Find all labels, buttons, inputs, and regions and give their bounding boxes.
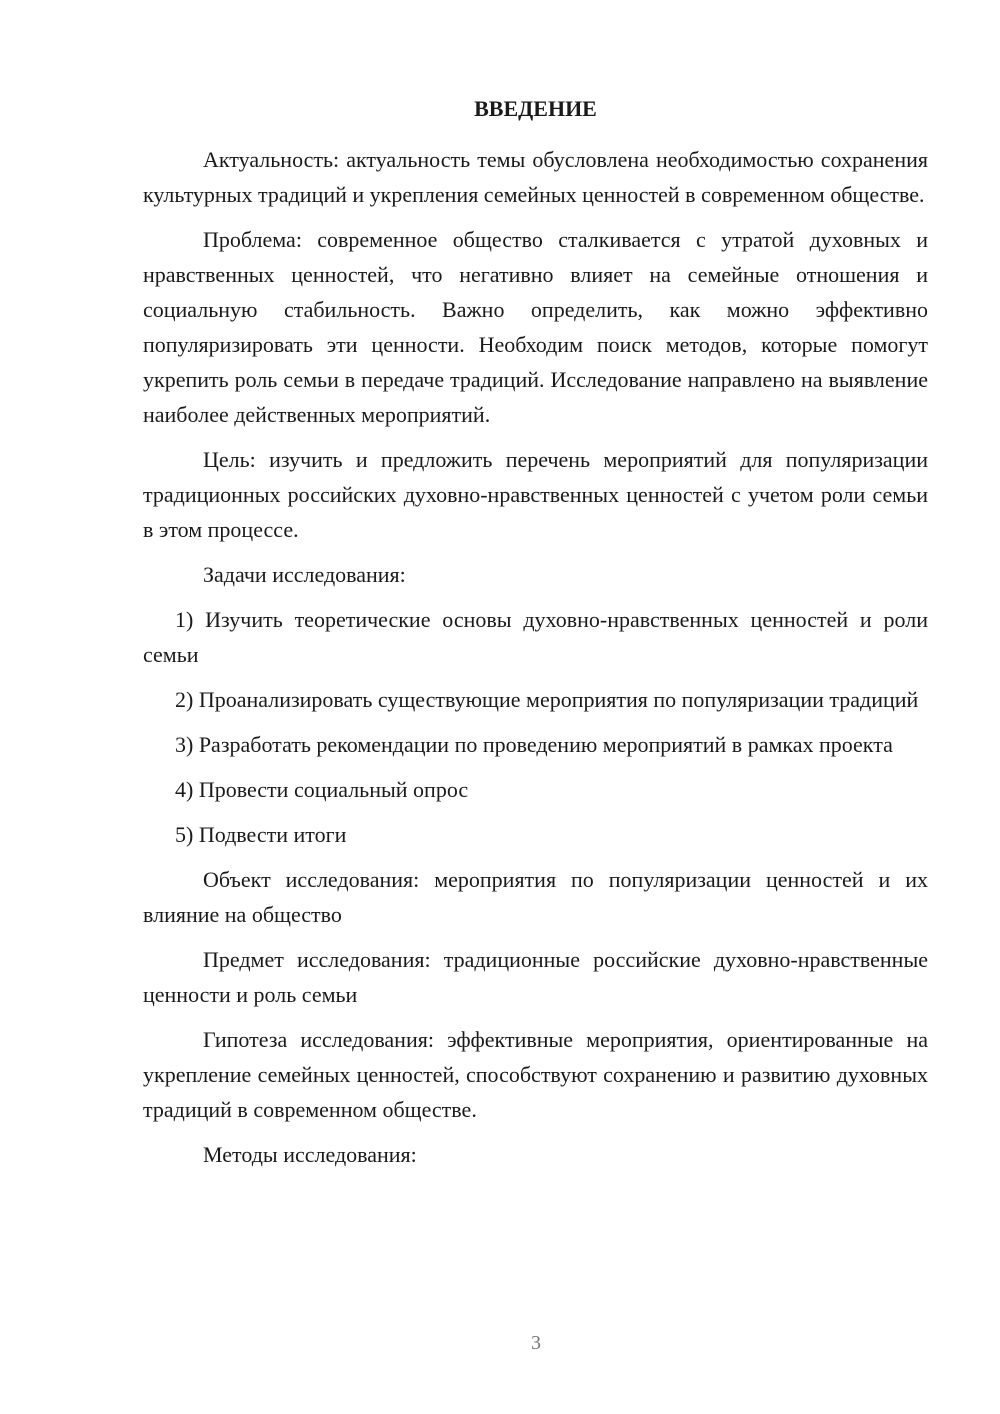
document-page bbox=[143, 94, 928, 1182]
subject-paragraph: Предмет исследования: традиционные российские духовно-нравственные ценности и роль семьи bbox=[143, 947, 928, 1007]
task-item: 3) Разработать рекомендации по проведению мероприятий в рамках проекта bbox=[175, 732, 893, 757]
tasks-heading: Задачи исследования: bbox=[203, 562, 406, 587]
object-paragraph: Объект исследования: мероприятия по популяризации ценностей и их влияние на общество bbox=[143, 867, 928, 927]
section-title: ВВЕДЕНИЕ bbox=[474, 96, 597, 121]
hypothesis-paragraph: Гипотеза исследования: эффективные мероприятия, ориентированные на укрепление семейных ценностей, способствуют сохранению и развитию духовных традиций в современном обществе. bbox=[143, 1027, 928, 1122]
problem-paragraph: Проблема: современное общество сталкивается с утратой духовных и нравственных ценностей, что негативно влияет на семейные отношения и социальную стабильность. Важно определить, как можно эффективно популяризировать эти ценности. Необходим поиск методов, которые помогут укрепить роль семьи в передаче традиций. Исследование направлено на выявление наиболее действенных мероприятий. bbox=[143, 227, 928, 427]
methods-heading: Методы исследования: bbox=[203, 1142, 417, 1167]
goal-paragraph: Цель: изучить и предложить перечень мероприятий для популяризации традиционных российских духовно-нравственных ценностей с учетом роли семьи в этом процессе. bbox=[143, 447, 928, 542]
task-item: 4) Провести социальный опрос bbox=[175, 777, 469, 802]
relevance-paragraph: Актуальность: актуальность темы обусловлена необходимостью сохранения культурных традиций и укрепления семейных ценностей в современном обществе. bbox=[143, 147, 928, 207]
task-item: 2) Проанализировать существующие мероприятия по популяризации традиций bbox=[175, 687, 919, 712]
page-number: 3 bbox=[531, 1332, 541, 1354]
task-item: 5) Подвести итоги bbox=[175, 822, 347, 847]
task-item: 1) Изучить теоретические основы духовно-нравственных ценностей и роли семьи bbox=[143, 607, 928, 667]
